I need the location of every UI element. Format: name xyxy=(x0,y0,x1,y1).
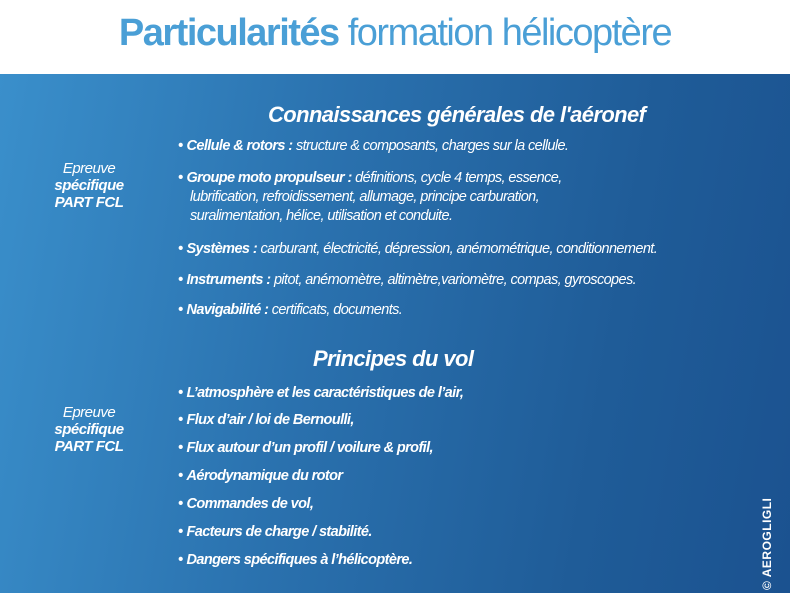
bullet-dot: • xyxy=(178,241,183,257)
bullet-item xyxy=(178,271,636,290)
bullet-item xyxy=(178,467,342,486)
bullet-value: carburant, électricité, dépression, anémométrique, conditionnement. xyxy=(257,241,658,257)
bullet-item xyxy=(178,439,433,458)
bullet-text: Aérodynamique du rotor xyxy=(186,468,343,484)
bullet-item xyxy=(178,551,412,570)
bullet-dot: • xyxy=(178,138,183,154)
exam-label-line2: spécifique xyxy=(54,177,124,194)
bullet-text: Facteurs de charge / stabilité. xyxy=(186,524,372,540)
bullet-dot: • xyxy=(178,468,183,484)
bullet-key: Navigabilité : xyxy=(186,302,269,318)
bullet-key: Groupe moto propulseur : xyxy=(186,170,352,186)
bullet-key: Systèmes : xyxy=(186,241,258,257)
bullet-text: Commandes de vol, xyxy=(186,496,314,512)
bullet-value: certificats, documents. xyxy=(268,302,403,318)
exam-label-1 xyxy=(30,160,148,211)
exam-label-2 xyxy=(30,404,148,455)
bullet-item xyxy=(178,137,568,156)
bullet-item xyxy=(178,384,463,403)
bullet-item xyxy=(178,301,402,320)
bullet-item xyxy=(178,240,657,259)
copyright-notice: © AEROGLIGLI xyxy=(760,497,774,590)
bullet-dot: • xyxy=(178,440,183,456)
bullet-item xyxy=(178,169,562,226)
exam-label-line1: Epreuve xyxy=(62,404,116,421)
exam-label-line2: spécifique xyxy=(54,421,124,438)
bullet-dot: • xyxy=(178,272,183,288)
bullet-text: Flux autour d’un profil / voilure & profil, xyxy=(186,440,433,456)
bullet-dot: • xyxy=(178,170,183,186)
bullet-key: Cellule & rotors : xyxy=(186,138,293,154)
bullet-value: pitot, anémomètre, altimètre,variomètre, compas, gyroscopes. xyxy=(270,272,637,288)
bullet-item xyxy=(178,523,372,542)
title-bold: Particularités xyxy=(118,12,339,54)
bullet-text: Dangers spécifiques à l’hélicoptère. xyxy=(186,552,413,568)
content-panel xyxy=(0,74,790,593)
bullet-text: Flux d’air / loi de Bernoulli, xyxy=(186,412,354,428)
bullet-value: définitions, cycle 4 temps, essence, xyxy=(351,170,562,186)
page-title xyxy=(0,12,790,55)
bullet-item xyxy=(178,495,313,514)
bullet-dot: • xyxy=(178,496,183,512)
exam-label-line3: PART FCL xyxy=(54,438,124,455)
bullet-item xyxy=(178,411,354,430)
exam-label-line3: PART FCL xyxy=(54,194,124,211)
bullet-continuation: lubrification, refroidissement, allumage, principe carburation, xyxy=(190,189,540,205)
bullet-key: Instruments : xyxy=(186,272,271,288)
section-heading-aircraft-knowledge: Connaissances générales de l'aéronef xyxy=(268,102,646,127)
title-bar xyxy=(0,0,790,74)
bullet-value: structure & composants, charges sur la cellule. xyxy=(292,138,569,154)
bullet-dot: • xyxy=(178,552,183,568)
section-heading-flight-principles: Principes du vol xyxy=(313,346,474,371)
bullet-dot: • xyxy=(178,524,183,540)
bullet-dot: • xyxy=(178,385,183,401)
bullet-text: L’atmosphère et les caractéristiques de l’air, xyxy=(186,385,464,401)
bullet-dot: • xyxy=(178,412,183,428)
bullet-dot: • xyxy=(178,302,183,318)
title-rest: formation hélicoptère xyxy=(338,12,672,54)
bullet-continuation: suralimentation, hélice, utilisation et conduite. xyxy=(190,208,453,224)
exam-label-line1: Epreuve xyxy=(62,160,116,177)
